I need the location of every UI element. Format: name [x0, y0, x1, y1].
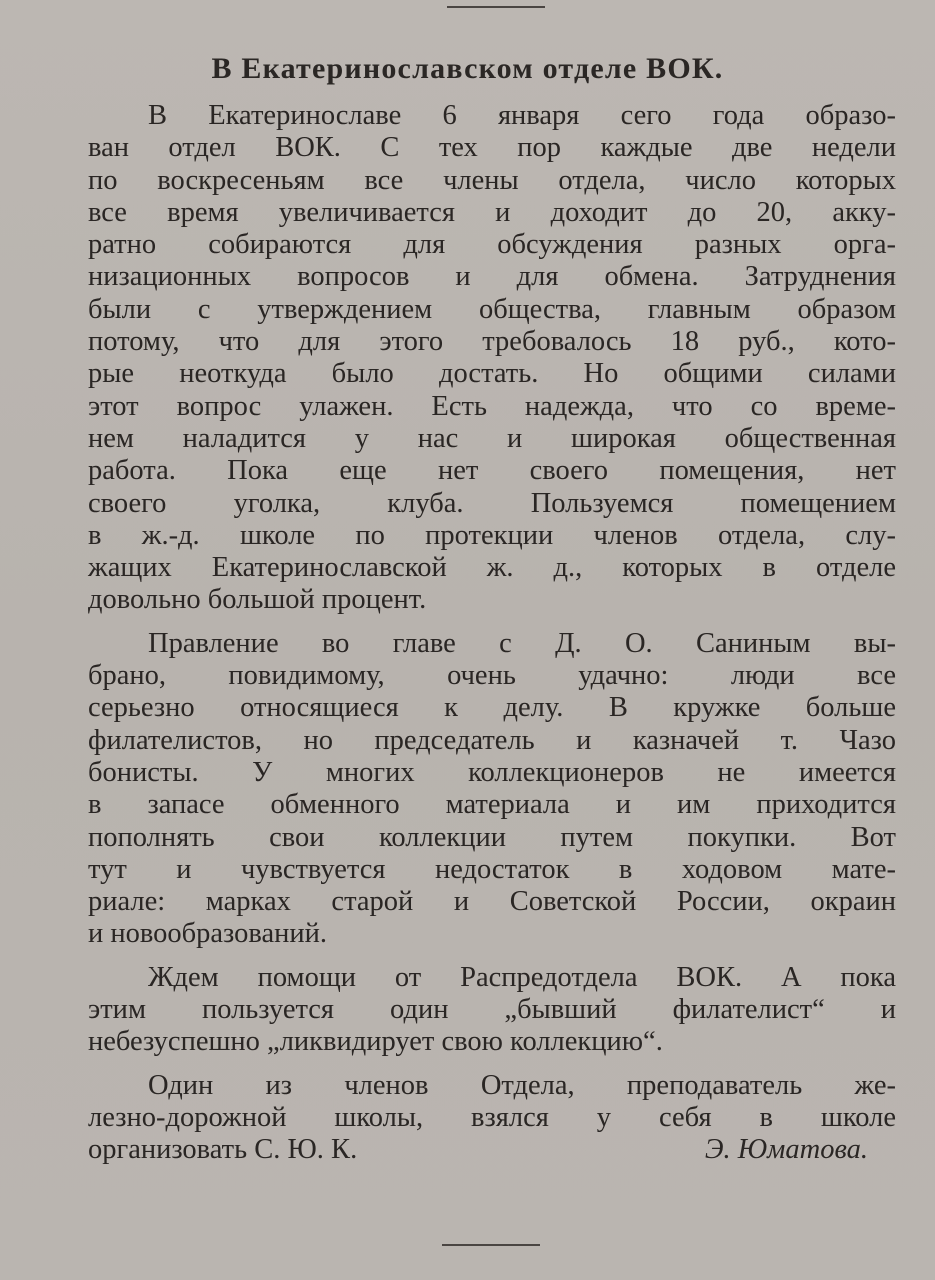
author-signature: Э. Юматова. — [704, 1134, 868, 1166]
text-line: рые неоткуда было достать. Но общими силами — [88, 358, 896, 390]
text-line: лезно-дорожной школы, взялся у себя в школе — [88, 1101, 896, 1133]
paragraph-2 — [88, 628, 896, 951]
signature-line — [88, 1134, 896, 1166]
text-line: низационных вопросов и для обмена. Затруднения — [88, 261, 896, 293]
text-line: брано, повидимому, очень удачно: люди все — [88, 660, 896, 692]
article-body — [88, 100, 896, 1167]
text-line: потому, что для этого требовалось 18 руб., кото- — [88, 326, 896, 358]
text-line: жащих Екатеринославской ж. д., которых в отделе — [88, 552, 896, 584]
text-line: бонисты. У многих коллекционеров не имеется — [88, 756, 896, 788]
text-line: в запасе обменного материала и им приходится — [88, 789, 896, 821]
paragraph-1 — [88, 100, 896, 617]
bottom-divider — [442, 1244, 540, 1246]
text-line: в ж.-д. школе по протекции членов отдела, слу- — [88, 519, 896, 551]
text-line: Один из членов Отдела, преподаватель же- — [148, 1069, 896, 1101]
text-line: все время увеличивается и доходит до 20, акку- — [88, 196, 896, 228]
text-line: и новообразований. — [88, 918, 327, 950]
text-line: тут и чувствуется недостаток в ходовом мате- — [88, 853, 896, 885]
text-line: нем наладится у нас и широкая общественная — [88, 422, 896, 454]
text-line: филателистов, но председатель и казначей т. Чазо — [88, 724, 896, 756]
text-line: серьезно относящиеся к делу. В кружке больше — [88, 692, 896, 724]
text-line: этим пользуется один „бывший филателист“ и — [88, 994, 896, 1026]
text-line: ван отдел ВОК. С тех пор каждые две недели — [88, 132, 896, 164]
text-line: Ждем помощи от Распредотдела ВОК. А пока — [148, 961, 896, 993]
top-divider — [447, 6, 545, 8]
text-line: риале: марках старой и Советской России, окраин — [88, 886, 896, 918]
text-line: пополнять свои коллекции путем покупки. Вот — [88, 821, 896, 853]
article-title: В Екатеринославском отделе ВОК. — [211, 52, 724, 85]
text-line: работа. Пока еще нет своего помещения, нет — [88, 455, 896, 487]
paragraph-4 — [88, 1070, 896, 1167]
text-line: своего уголка, клуба. Пользуемся помещением — [88, 487, 896, 519]
paragraph-3 — [88, 962, 896, 1059]
text-line: довольно большой процент. — [88, 584, 427, 616]
text-line: В Екатеринославе 6 января сего года образо- — [148, 100, 896, 131]
text-line: были с утверждением общества, главным образом — [88, 293, 896, 325]
text-line: Правление во главе с Д. О. Саниным вы- — [148, 627, 896, 659]
text-line: этот вопрос улажен. Есть надежда, что со време- — [88, 390, 896, 422]
text-line: организовать С. Ю. К. — [88, 1134, 358, 1166]
text-line: небезуспешно „ликвидирует свою коллекцию“. — [88, 1026, 663, 1058]
text-line: ратно собираются для обсуждения разных орга- — [88, 229, 896, 261]
text-line: по воскресеньям все члены отдела, число которых — [88, 164, 896, 196]
